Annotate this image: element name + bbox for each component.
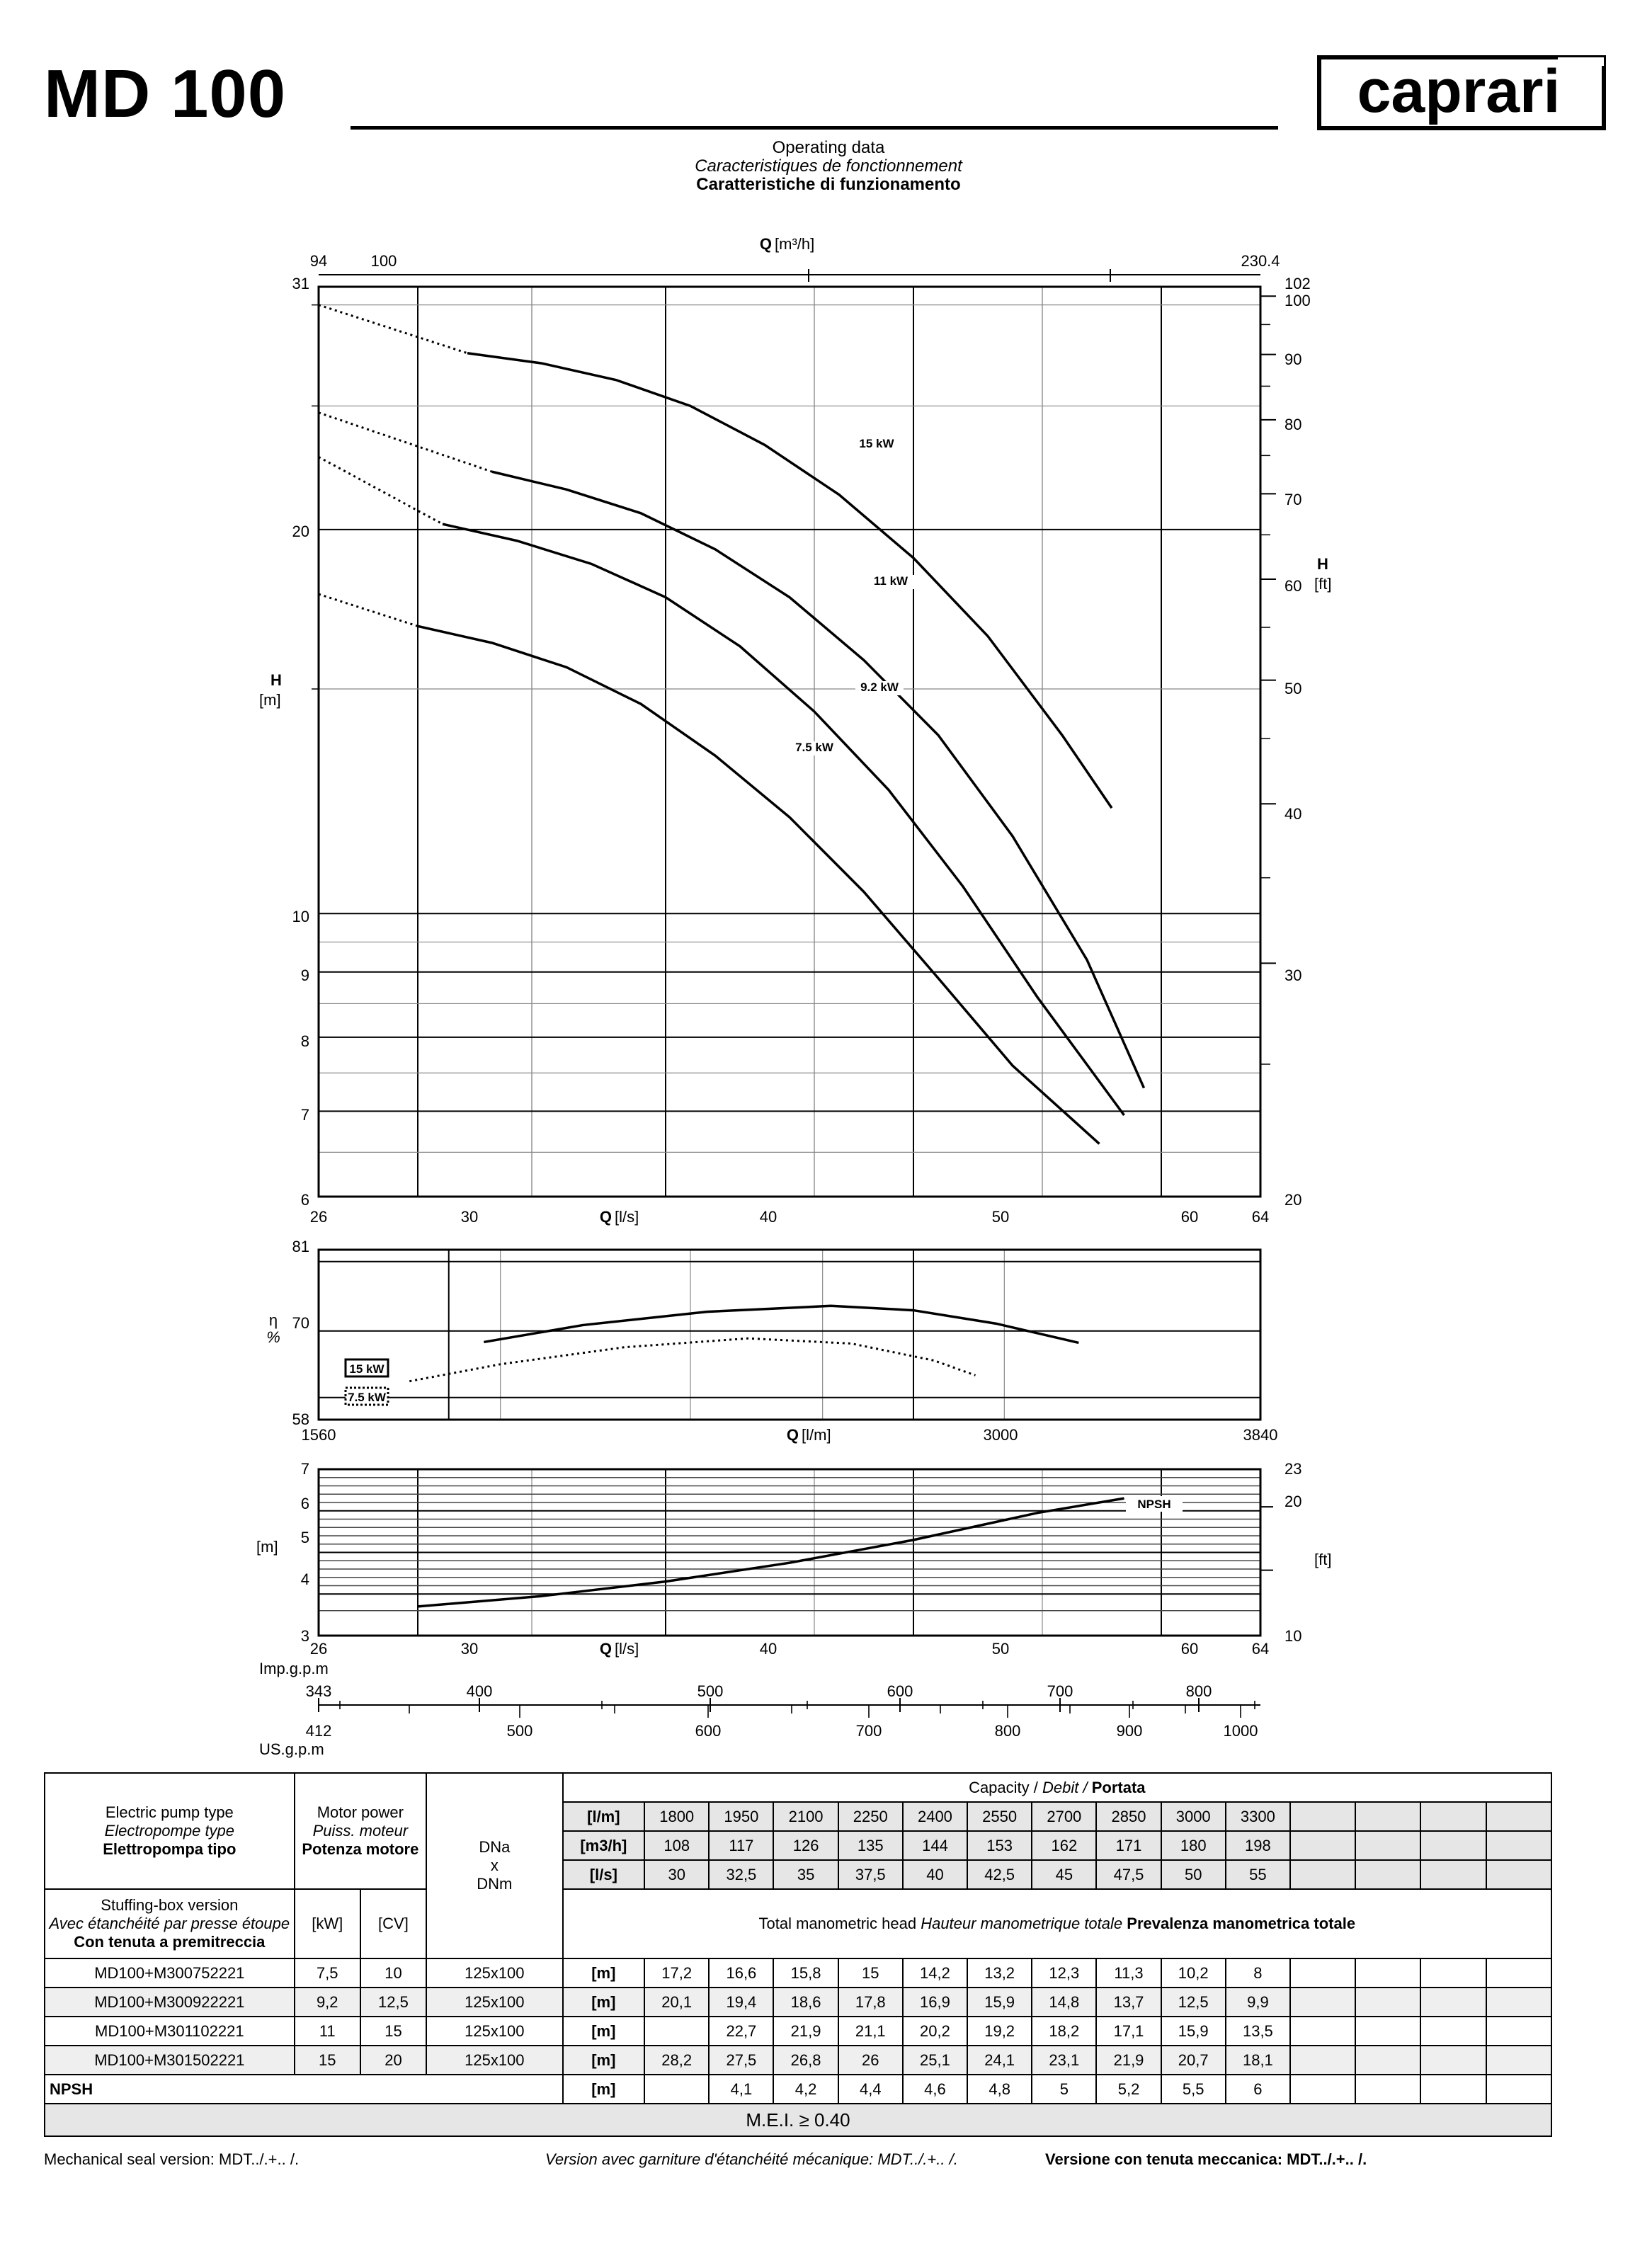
- capacity-cell-m3h: 108: [644, 1831, 709, 1860]
- heading-it: Caratteristiche di funzionamento: [696, 175, 961, 194]
- us-tick-900: 900: [1116, 1722, 1143, 1740]
- model-row: [45, 2046, 1551, 2075]
- head-value: 21,9: [773, 2017, 838, 2046]
- head-value: 19,2: [967, 2017, 1032, 2046]
- head-value: 28,2: [644, 2046, 709, 2075]
- mei-row: M.E.I. ≥ 0.40: [45, 2104, 1551, 2136]
- head-it: Prevalenza manometrica totale: [1127, 1915, 1356, 1932]
- npsh-ft-20: 20: [1284, 1493, 1302, 1510]
- capacity-cell-m3h: 153: [967, 1831, 1032, 1860]
- npsh-tick-4: 4: [300, 1570, 309, 1588]
- model-unit: [m]: [563, 1988, 645, 2017]
- lm-tick-1560: 1560: [301, 1426, 336, 1444]
- lm-tick-3840: 3840: [1243, 1426, 1278, 1444]
- head-value: 18,6: [773, 1988, 838, 2017]
- capacity-cell-ls: 47,5: [1096, 1860, 1161, 1889]
- imp-tick-400: 400: [466, 1682, 493, 1700]
- head-value: 21,9: [1096, 2046, 1161, 2075]
- q-axis-label: Q: [599, 1208, 612, 1226]
- lm-axis-label: Q: [786, 1426, 799, 1444]
- empty-cell: [1486, 1831, 1551, 1860]
- imp-tick-500: 500: [697, 1682, 724, 1700]
- head-value: 13,7: [1096, 1988, 1161, 2017]
- imp-tick-343: 343: [305, 1682, 332, 1700]
- empty-cell: [1486, 1802, 1551, 1831]
- empty-cell: [1486, 1860, 1551, 1889]
- top-tick-100: 100: [370, 252, 397, 270]
- pump-type-fr: Electropompe type: [104, 1822, 235, 1840]
- dn-line-3: DNm: [477, 1875, 513, 1893]
- legend-7_5kw-label: 7.5 kW: [348, 1391, 386, 1404]
- npsh-unit: [m]: [563, 2075, 645, 2104]
- head-value: 11,3: [1096, 1958, 1161, 1988]
- capacity-cell-lm: 1800: [644, 1802, 709, 1831]
- model-dn: 125x100: [426, 2017, 563, 2046]
- capacity-cell-lm: 2400: [903, 1802, 967, 1831]
- head-curve-7_5_kW: [418, 626, 1100, 1144]
- motor-power-header: [295, 1773, 426, 1889]
- us-tick-500: 500: [506, 1722, 533, 1740]
- head-curves: [319, 305, 1144, 1144]
- lm-tick-3000: 3000: [983, 1426, 1018, 1444]
- capacity-cell-lm: 2550: [967, 1802, 1032, 1831]
- empty-cell: [1290, 1958, 1355, 1988]
- h-tick-6: 6: [300, 1191, 309, 1209]
- empty-cell: [1486, 1958, 1551, 1988]
- model-title: MD 100: [44, 56, 287, 132]
- top-axis-label: Q: [759, 235, 772, 253]
- npsh-value: 4,6: [903, 2075, 967, 2104]
- model-cv: 12,5: [360, 1988, 426, 2017]
- capacity-cell-ls: 55: [1226, 1860, 1290, 1889]
- unit-lm: [l/m]: [563, 1802, 645, 1831]
- head-value: 15,9: [1161, 2017, 1226, 2046]
- head-value: 17,1: [1096, 2017, 1161, 2046]
- head-value: 19,4: [709, 1988, 773, 2017]
- head-value: 22,7: [709, 2017, 773, 2046]
- capacity-it: Portata: [1091, 1778, 1146, 1796]
- head-value: 10,2: [1161, 1958, 1226, 1988]
- model-name: MD100+M300752221: [45, 1958, 295, 1988]
- q-tick-60: 60: [1180, 1208, 1199, 1226]
- npsh-value: 4,4: [838, 2075, 903, 2104]
- eff-curve-15_kW: [484, 1306, 1078, 1342]
- h-tick-31: 31: [292, 275, 309, 292]
- head-value: 18,1: [1226, 2046, 1290, 2075]
- ft-axis-unit: [ft]: [1314, 575, 1332, 593]
- empty-cell: [1355, 1860, 1420, 1889]
- npsh-m-unit: [m]: [256, 1538, 278, 1556]
- model-name: MD100+M301502221: [45, 2046, 295, 2075]
- head-value: 16,6: [709, 1958, 773, 1988]
- model-unit: [m]: [563, 2046, 645, 2075]
- head-value: 20,2: [903, 2017, 967, 2046]
- ft-tick-20: 20: [1284, 1191, 1302, 1209]
- flow-conversion-scales: [259, 1660, 1260, 1758]
- capacity-cell-ls: 30: [644, 1860, 709, 1889]
- imp-ticks: [319, 1698, 1255, 1718]
- capacity-cell-m3h: 117: [709, 1831, 773, 1860]
- npsh-ft-23: 23: [1284, 1460, 1302, 1478]
- logo-text: caprari: [1357, 57, 1561, 125]
- top-tick-94: 94: [309, 252, 328, 270]
- capacity-cell-m3h: 144: [903, 1831, 967, 1860]
- model-dn: 125x100: [426, 2046, 563, 2075]
- capacity-cell-ls: 40: [903, 1860, 967, 1889]
- pump-type-en: Electric pump type: [105, 1803, 234, 1821]
- lm-axis-unit: [l/m]: [802, 1426, 831, 1444]
- head-curve-dotted: [319, 413, 492, 472]
- npsh-ft-unit: [ft]: [1314, 1551, 1332, 1568]
- capacity-header: [563, 1773, 1551, 1802]
- ft-axis-label: H: [1317, 555, 1328, 573]
- empty-cell: [1420, 1831, 1486, 1860]
- model-cv: 10: [360, 1958, 426, 1988]
- head-value: 24,1: [967, 2046, 1032, 2075]
- capacity-cell-ls: 50: [1161, 1860, 1226, 1889]
- npsh-label: NPSH: [45, 2075, 563, 2104]
- empty-cell: [1420, 1958, 1486, 1988]
- capacity-cell-lm: 3000: [1161, 1802, 1226, 1831]
- ft-tick-40: 40: [1284, 805, 1302, 823]
- model-dn: 125x100: [426, 1958, 563, 1988]
- empty-cell: [1355, 1958, 1420, 1988]
- us-gpm-label: US.g.p.m: [259, 1740, 324, 1758]
- npsh-value: [644, 2075, 709, 2104]
- h-axis-label: H: [270, 671, 282, 689]
- kw-header: [kW]: [295, 1889, 360, 1958]
- empty-cell: [1355, 2046, 1420, 2075]
- head-curve-9_2_kW: [443, 524, 1124, 1115]
- q-tick-26: 26: [309, 1208, 328, 1226]
- head-value: 15,9: [967, 1988, 1032, 2017]
- capacity-cell-lm: 2850: [1096, 1802, 1161, 1831]
- head-curve-dotted: [319, 457, 443, 524]
- npsh-q-60: 60: [1180, 1640, 1199, 1658]
- empty-cell: [1290, 1831, 1355, 1860]
- imp-gpm-label: Imp.g.p.m: [259, 1660, 329, 1677]
- capacity-cell-lm: 2700: [1032, 1802, 1096, 1831]
- motor-power-fr: Puiss. moteur: [312, 1822, 409, 1840]
- eff-axis-label: η: [268, 1311, 278, 1329]
- footer-fr: Version avec garniture d'étanchéité mécanique: MDT../.+.. /.: [545, 2150, 958, 2168]
- head-header: [563, 1889, 1551, 1958]
- head-value: 20,7: [1161, 2046, 1226, 2075]
- dn-header: [426, 1773, 563, 1958]
- curve-label-7_5_kW: 7.5 kW: [795, 741, 833, 754]
- head-value: 13,2: [967, 1958, 1032, 1988]
- capacity-cell-ls: 45: [1032, 1860, 1096, 1889]
- us-tick-412: 412: [305, 1722, 332, 1740]
- capacity-cell-lm: 2250: [838, 1802, 903, 1831]
- npsh-q-26: 26: [309, 1640, 328, 1658]
- stuffing-box-header: [45, 1889, 295, 1958]
- empty-cell: [1420, 2075, 1486, 2104]
- q-tick-50: 50: [991, 1208, 1010, 1226]
- head-value: 15,8: [773, 1958, 838, 1988]
- head-chart: [259, 235, 1331, 1226]
- ft-tick-100: 100: [1284, 292, 1311, 309]
- footer-en: Mechanical seal version: MDT../.+.. /.: [44, 2150, 300, 2168]
- eff-curve-7_5_kW: [409, 1338, 975, 1381]
- head-value: 15: [838, 1958, 903, 1988]
- model-cv: 20: [360, 2046, 426, 2075]
- ft-tick-80: 80: [1284, 416, 1302, 433]
- npsh-tick-7: 7: [300, 1460, 309, 1478]
- cv-header: [CV]: [360, 1889, 426, 1958]
- heading-en: Operating data: [772, 138, 885, 157]
- capacity-cell-m3h: 135: [838, 1831, 903, 1860]
- imp-tick-800: 800: [1185, 1682, 1212, 1700]
- empty-cell: [1420, 2017, 1486, 2046]
- specification-table: [44, 1772, 1552, 2137]
- empty-cell: [1290, 1988, 1355, 2017]
- head-curve-dotted: [319, 305, 467, 353]
- head-value: 9,9: [1226, 1988, 1290, 2017]
- motor-power-it: Potenza motore: [302, 1840, 419, 1858]
- h-tick-7: 7: [300, 1106, 309, 1124]
- npsh-chart: [256, 1460, 1331, 1658]
- model-row: [45, 2017, 1551, 2046]
- stuffing-it: Con tenuta a premitreccia: [74, 1933, 266, 1951]
- npsh-curve-label: NPSH: [1137, 1498, 1171, 1511]
- empty-cell: [1486, 2046, 1551, 2075]
- empty-cell: [1290, 1860, 1355, 1889]
- pump-type-it: Elettropompa tipo: [103, 1840, 237, 1858]
- curve-label-15_kW: 15 kW: [859, 437, 894, 450]
- npsh-value: 5,2: [1096, 2075, 1161, 2104]
- empty-cell: [1355, 2075, 1420, 2104]
- imp-tick-700: 700: [1047, 1682, 1073, 1700]
- heading-fr: Caracteristiques de fonctionnement: [695, 156, 962, 176]
- efficiency-curves: [409, 1306, 1078, 1381]
- h-axis-unit: [m]: [259, 691, 281, 709]
- model-rows: [45, 1958, 1551, 2075]
- empty-cell: [1420, 1988, 1486, 2017]
- curve-label-9_2_kW: 9.2 kW: [860, 680, 899, 694]
- empty-cell: [1486, 2017, 1551, 2046]
- model-kw: 15: [295, 2046, 360, 2075]
- capacity-en: Capacity /: [969, 1778, 1038, 1796]
- capacity-cell-m3h: 126: [773, 1831, 838, 1860]
- eff-axis-unit: %: [266, 1328, 280, 1346]
- head-value: 23,1: [1032, 2046, 1096, 2075]
- efficiency-grid: [319, 1250, 1260, 1420]
- head-value: 21,1: [838, 2017, 903, 2046]
- empty-cell: [1290, 1802, 1355, 1831]
- capacity-cell-m3h: 180: [1161, 1831, 1226, 1860]
- npsh-value: 4,2: [773, 2075, 838, 2104]
- imp-tick-600: 600: [887, 1682, 913, 1700]
- model-kw: 9,2: [295, 1988, 360, 2017]
- empty-cell: [1290, 2075, 1355, 2104]
- ft-tick-90: 90: [1284, 350, 1302, 368]
- npsh-q-50: 50: [991, 1640, 1010, 1658]
- empty-cell: [1486, 1988, 1551, 2017]
- head-fr: Hauteur manometrique totale: [921, 1915, 1123, 1932]
- head-value: 17,2: [644, 1958, 709, 1988]
- npsh-q-40: 40: [759, 1640, 777, 1658]
- npsh-value: 5: [1032, 2075, 1096, 2104]
- ft-tick-30: 30: [1284, 966, 1302, 984]
- us-tick-800: 800: [994, 1722, 1021, 1740]
- empty-cell: [1420, 1802, 1486, 1831]
- stuffing-fr: Avec étanchéité par presse étoupe: [49, 1915, 290, 1932]
- model-kw: 11: [295, 2017, 360, 2046]
- motor-power-en: Motor power: [317, 1803, 404, 1821]
- model-unit: [m]: [563, 2017, 645, 2046]
- npsh-grid: [319, 1469, 1273, 1636]
- head-value: 20,1: [644, 1988, 709, 2017]
- top-tick-230: 230.4: [1241, 252, 1280, 270]
- pump-type-header: [45, 1773, 295, 1889]
- empty-cell: [1355, 1988, 1420, 2017]
- h-tick-8: 8: [300, 1032, 309, 1050]
- model-name: MD100+M300922221: [45, 1988, 295, 2017]
- eff-tick-70: 70: [292, 1314, 309, 1332]
- model-dn: 125x100: [426, 1988, 563, 2017]
- efficiency-frame: [319, 1250, 1260, 1420]
- capacity-cell-lm: 3300: [1226, 1802, 1290, 1831]
- us-tick-700: 700: [855, 1722, 882, 1740]
- head-curve-15_kW: [467, 353, 1112, 808]
- npsh-row: [45, 2075, 1551, 2104]
- stuffing-en: Stuffing-box version: [101, 1896, 239, 1914]
- head-value: 26,8: [773, 2046, 838, 2075]
- head-value: 17,8: [838, 1988, 903, 2017]
- npsh-q-30: 30: [460, 1640, 479, 1658]
- npsh-value: 4,8: [967, 2075, 1032, 2104]
- npsh-q-64: 64: [1251, 1640, 1270, 1658]
- head-curve-dotted: [319, 594, 418, 626]
- npsh-tick-6: 6: [300, 1495, 309, 1512]
- head-en: Total manometric head: [758, 1915, 917, 1932]
- us-tick-1000: 1000: [1223, 1722, 1258, 1740]
- empty-cell: [1290, 2017, 1355, 2046]
- capacity-cell-lm: 2100: [773, 1802, 838, 1831]
- eff-tick-58: 58: [292, 1410, 309, 1428]
- efficiency-chart: [266, 1238, 1277, 1444]
- capacity-cell-ls: 32,5: [709, 1860, 773, 1889]
- ft-tick-70: 70: [1284, 491, 1302, 508]
- empty-cell: [1290, 2046, 1355, 2075]
- head-value: 14,2: [903, 1958, 967, 1988]
- npsh-value: 4,1: [709, 2075, 773, 2104]
- ft-tick-50: 50: [1284, 680, 1302, 697]
- head-chart-frame: [319, 287, 1260, 1197]
- model-row: [45, 1988, 1551, 2017]
- empty-cell: [1355, 1802, 1420, 1831]
- head-value: [644, 2017, 709, 2046]
- capacity-cell-m3h: 198: [1226, 1831, 1290, 1860]
- empty-cell: [1355, 2017, 1420, 2046]
- us-tick-600: 600: [695, 1722, 722, 1740]
- model-cv: 15: [360, 2017, 426, 2046]
- npsh-value: 6: [1226, 2075, 1290, 2104]
- capacity-cell-lm: 1950: [709, 1802, 773, 1831]
- model-name: MD100+M301102221: [45, 2017, 295, 2046]
- head-value: 16,9: [903, 1988, 967, 2017]
- head-value: 25,1: [903, 2046, 967, 2075]
- npsh-ft-10: 10: [1284, 1627, 1302, 1645]
- npsh-tick-3: 3: [300, 1627, 309, 1645]
- npsh-q-unit: [l/s]: [615, 1640, 639, 1658]
- capacity-cell-ls: 35: [773, 1860, 838, 1889]
- head-value: 27,5: [709, 2046, 773, 2075]
- dn-line-1: DNa: [479, 1838, 511, 1856]
- ft-tick-60: 60: [1284, 577, 1302, 595]
- head-value: 26: [838, 2046, 903, 2075]
- capacity-cell-ls: 37,5: [838, 1860, 903, 1889]
- unit-m3h: [m3/h]: [563, 1831, 645, 1860]
- head-value: 12,5: [1161, 1988, 1226, 2017]
- head-value: 12,3: [1032, 1958, 1096, 1988]
- npsh-tick-5: 5: [300, 1529, 309, 1546]
- empty-cell: [1420, 1860, 1486, 1889]
- q-axis-unit: [l/s]: [615, 1208, 639, 1226]
- head-value: 13,5: [1226, 2017, 1290, 2046]
- capacity-cell-m3h: 171: [1096, 1831, 1161, 1860]
- h-tick-10: 10: [292, 908, 309, 925]
- model-row: [45, 1958, 1551, 1988]
- empty-cell: [1420, 2046, 1486, 2075]
- q-tick-40: 40: [759, 1208, 777, 1226]
- npsh-q-label: Q: [599, 1640, 612, 1658]
- head-value: 8: [1226, 1958, 1290, 1988]
- capacity-fr: Debit /: [1042, 1778, 1088, 1796]
- h-tick-9: 9: [300, 966, 309, 984]
- empty-cell: [1355, 1831, 1420, 1860]
- head-value: 14,8: [1032, 1988, 1096, 2017]
- footer-it: Versione con tenuta meccanica: MDT../.+.. /.: [1045, 2150, 1367, 2168]
- capacity-cell-ls: 42,5: [967, 1860, 1032, 1889]
- npsh-value: 5,5: [1161, 2075, 1226, 2104]
- dn-line-2: x: [490, 1857, 499, 1874]
- unit-ls: [l/s]: [563, 1860, 645, 1889]
- capacity-cell-m3h: 162: [1032, 1831, 1096, 1860]
- model-kw: 7,5: [295, 1958, 360, 1988]
- npsh-curves: [418, 1496, 1183, 1607]
- q-tick-30: 30: [460, 1208, 479, 1226]
- h-tick-20: 20: [292, 523, 309, 540]
- eff-tick-81: 81: [292, 1238, 309, 1255]
- model-unit: [m]: [563, 1958, 645, 1988]
- ft-tick-102: 102: [1284, 275, 1311, 292]
- legend-15kw-label: 15 kW: [349, 1362, 384, 1376]
- q-tick-64: 64: [1251, 1208, 1270, 1226]
- curve-label-11_kW: 11 kW: [873, 574, 908, 588]
- head-value: 18,2: [1032, 2017, 1096, 2046]
- empty-cell: [1486, 2075, 1551, 2104]
- top-axis-unit: [m³/h]: [775, 235, 815, 253]
